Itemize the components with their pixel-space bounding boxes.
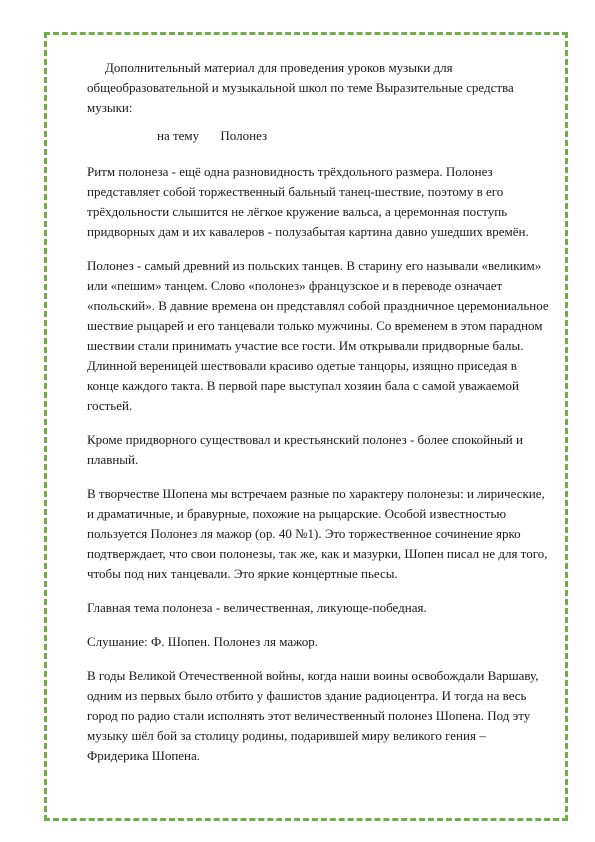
paragraph-war: В годы Великой Отечественной войны, когда наши воины освобождали Варшаву, одним из первых было отбито у фашистов здание радиоцентра. И тогда на весь город по радио стали исполнять этот величественный полонез Шопена. Под эту музыку шёл бой за столицу родины, подарившей миру великого гения – Фридерика Шопена. xyxy=(87,668,539,763)
intro-paragraph: Дополнительный материал для проведения уроков музыки для общеобразовательной и музыкальной школ по теме Выразительные средства музыки: xyxy=(87,60,514,115)
paragraph-rhythm: Ритм полонеза - ещё одна разновидность трёхдольного размера. Полонез представляет собой торжественный бальный танец-шествие, поэтому в его трёхдольности слышится не лёгкое кружение вальса, а церемонная поступь придворных дам и их кавалеров - полузабытая картина давно ушедших времён. xyxy=(87,164,529,239)
document-body xyxy=(87,58,549,780)
paragraph-peasant: Кроме придворного существовал и крестьянский полонез - более спокойный и плавный. xyxy=(87,432,523,467)
paragraph-history: Полонез - самый древний из польских танцев. В старину его называли «великим» или «пешим» танцем. Слово «полонез» французское и в переводе означает «польский». В давние времена он представлял собой праздничное церемониальное шествие рыцарей и его танцевали только мужчины. Со временем в этом парадном шествии стали принимать участие все гости. Им открывали придворные балы. Длинной вереницей шествовали красиво одетые танцоры, изящно приседая в конце каждого такта. В первой паре выступал хозяин бала с самой уважаемой гостьей. xyxy=(87,258,549,413)
paragraph-listening: Слушание: Ф. Шопен. Полонез ля мажор. xyxy=(87,634,319,649)
topic-title: Полонез xyxy=(220,128,268,143)
topic-line xyxy=(87,126,549,146)
paragraph-chopin: В творчестве Шопена мы встречаем разные по характеру полонезы: и лирические, и драматичные, и бравурные, похожие на рыцарские. Особой известностью пользуется Полонез ля мажор (ор. 40 №1). Это торжественное сочинение ярко подтверждает, что свои полонезы, так же, как и мазурки, Шопен писал не для того, чтобы под них танцевали. Это яркие концертные пьесы. xyxy=(87,486,548,581)
paragraph-main-theme: Главная тема полонеза - величественная, ликующе-победная. xyxy=(87,600,427,615)
topic-prefix: на тему xyxy=(157,128,200,143)
